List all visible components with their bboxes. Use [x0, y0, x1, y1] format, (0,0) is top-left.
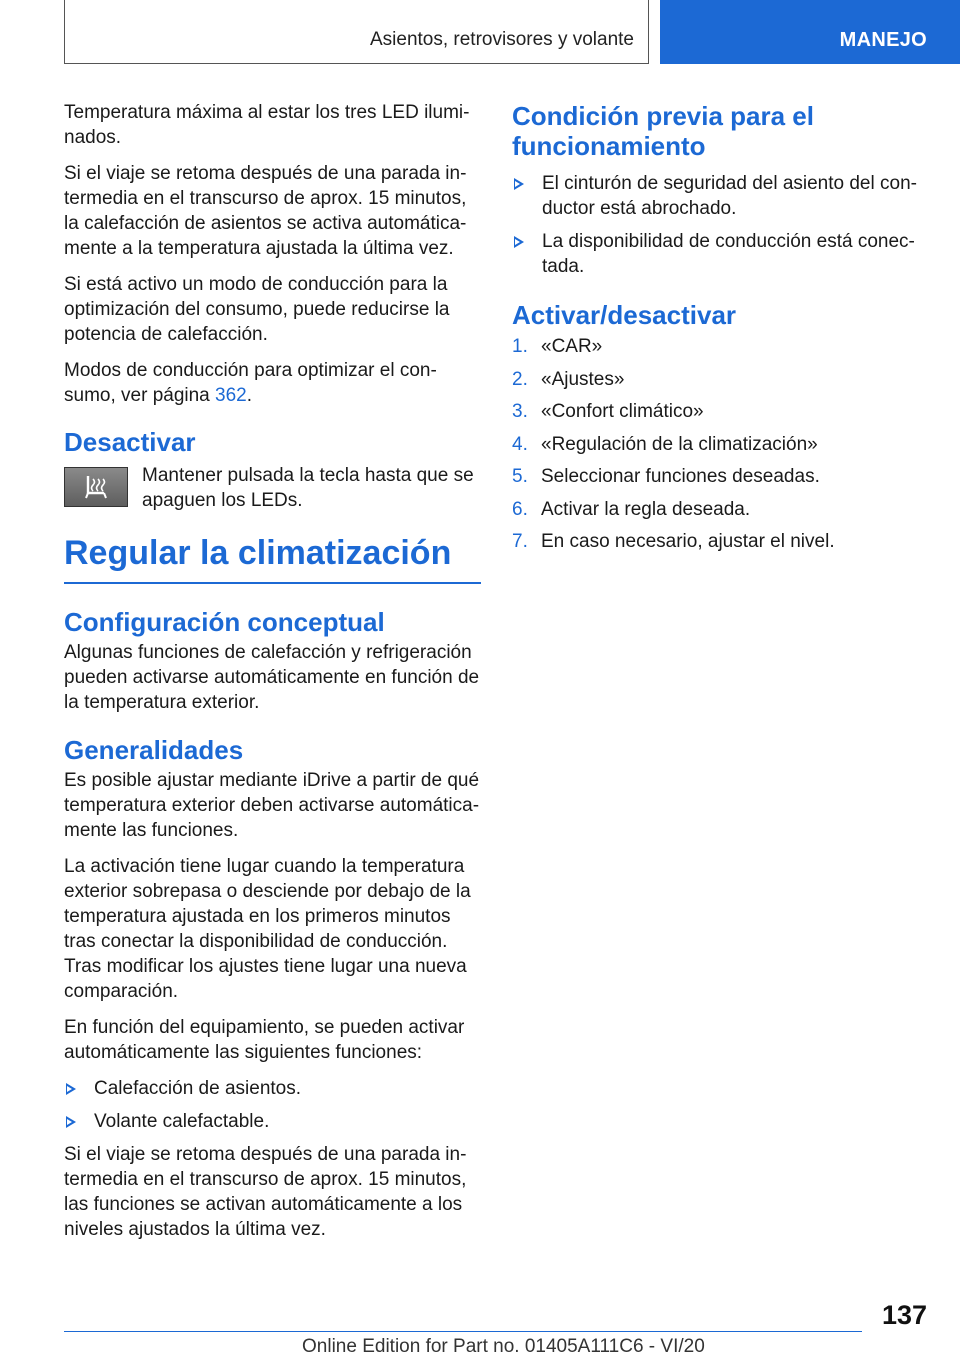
list-item: [512, 171, 926, 221]
step-text: En caso necesario, ajustar el nivel.: [541, 531, 835, 552]
page-number: 137: [881, 1300, 927, 1330]
paragraph-drive-mode-ref: [64, 358, 480, 408]
step-number: 3.: [512, 401, 528, 422]
step-item: [512, 529, 926, 554]
step-text: Activar la regla deseada.: [541, 498, 751, 520]
page-link-362[interactable]: 362: [215, 385, 247, 406]
step-text: «Confort climático»: [541, 401, 704, 422]
step-item: [512, 497, 926, 522]
heading-generalidades: Generalidades: [64, 735, 244, 765]
step-item: [512, 334, 926, 359]
steps-list: [512, 334, 926, 554]
step-number: 1.: [512, 336, 528, 357]
step-number: 4.: [512, 433, 528, 455]
footer-edition: Online Edition for Part no. 01405A111C6 - VI/20: [302, 1336, 705, 1357]
preconditions-list: [512, 171, 926, 279]
heading-regular-climatizacion: Regular la climatización: [64, 534, 452, 572]
desactivar-text: Mantener pulsada la tecla hasta que se apaguen los LEDs.: [142, 465, 474, 511]
list-item-text: El cinturón de seguridad del asiento del con‐ ductor está abrochado.: [542, 173, 917, 219]
step-item: [512, 399, 926, 424]
bullet-triangle-icon: [514, 178, 524, 190]
right-column: [512, 101, 926, 562]
footer-rule: [64, 1331, 862, 1332]
paragraph-drive-mode: Si está activo un modo de conducción para la optimización del consumo, puede reducirse la potencia de calefacción.: [64, 274, 450, 345]
paragraph-general-4: Si el viaje se retoma después de una parada in‐ termedia en el transcurso de aprox. 15 minutos, las funciones se activan automáticamente a los niveles ajustados la última vez.: [64, 1144, 467, 1240]
step-text: «Regulación de la climatización»: [541, 433, 818, 455]
step-number: 2.: [512, 368, 528, 390]
header-section-box: [64, 0, 649, 64]
step-item: [512, 367, 926, 392]
heading-desactivar: Desactivar: [64, 427, 196, 457]
step-number: 5.: [512, 466, 528, 487]
step-item: [512, 464, 926, 489]
header-chapter-tab[interactable]: [660, 0, 960, 64]
step-item: [512, 432, 926, 457]
paragraph-general-2: La activación tiene lugar cuando la temperatura exterior sobrepasa o desciende por debajo de la temperatura ajustada en los primeros minutos tras conectar la disponibilidad de conducción. Tras modificar los ajustes tiene lugar una nueva comparación.: [64, 856, 471, 1002]
list-item: [512, 229, 926, 279]
desactivar-instruction: [64, 463, 480, 523]
step-number: 6.: [512, 498, 528, 520]
step-text: «Ajustes»: [541, 368, 625, 390]
step-text: Seleccionar funciones deseadas.: [541, 466, 820, 487]
bullet-triangle-icon: [514, 236, 524, 248]
heading-activar-desactivar: Activar/desactivar: [512, 300, 737, 330]
list-item: [64, 1109, 480, 1134]
list-item-text: La disponibilidad de conducción está conec‐ tada.: [542, 231, 915, 277]
functions-list: [64, 1076, 480, 1134]
paragraph-resume-trip: Si el viaje se retoma después de una parada in‐ termedia en el transcurso de aprox. 15 minutos, la calefacción de asientos se activa automática‐ mente a la temperatura ajustada la última vez.: [64, 163, 467, 259]
list-item: [64, 1076, 480, 1101]
header-section-title: Asientos, retrovisores y volante: [369, 29, 634, 50]
heading-configuracion-conceptual: Configuración conceptual: [64, 607, 385, 637]
seat-heating-icon: [64, 467, 128, 507]
paragraph-config: Algunas funciones de calefacción y refrigeración pueden activarse automáticamente en función de la temperatura exterior.: [64, 642, 480, 713]
paragraph-general-3: En función del equipamiento, se pueden activar automáticamente las siguientes funciones:: [64, 1017, 465, 1063]
header-chapter-tab-label: MANEJO: [839, 29, 927, 51]
heading-condicion-previa: Condición previa para el funcionamiento: [512, 101, 814, 161]
list-item-text: Calefacción de asientos.: [94, 1078, 302, 1099]
step-number: 7.: [512, 531, 528, 552]
bullet-triangle-icon: [66, 1116, 76, 1128]
list-item-text: Volante calefactable.: [94, 1111, 270, 1132]
drive-mode-ref-prefix: Modos de conducción para optimizar el con‐ sumo, ver página: [64, 360, 437, 406]
left-column: [64, 100, 480, 1253]
step-text: «CAR»: [541, 336, 603, 357]
drive-mode-ref-suffix: .: [246, 385, 253, 406]
paragraph-general-1: Es posible ajustar mediante iDrive a partir de qué temperatura exterior deben activarse automática‐ mente las funciones.: [64, 770, 480, 841]
bullet-triangle-icon: [66, 1083, 76, 1095]
paragraph-max-temp: Temperatura máxima al estar los tres LED ilumi‐ nados.: [64, 102, 470, 148]
